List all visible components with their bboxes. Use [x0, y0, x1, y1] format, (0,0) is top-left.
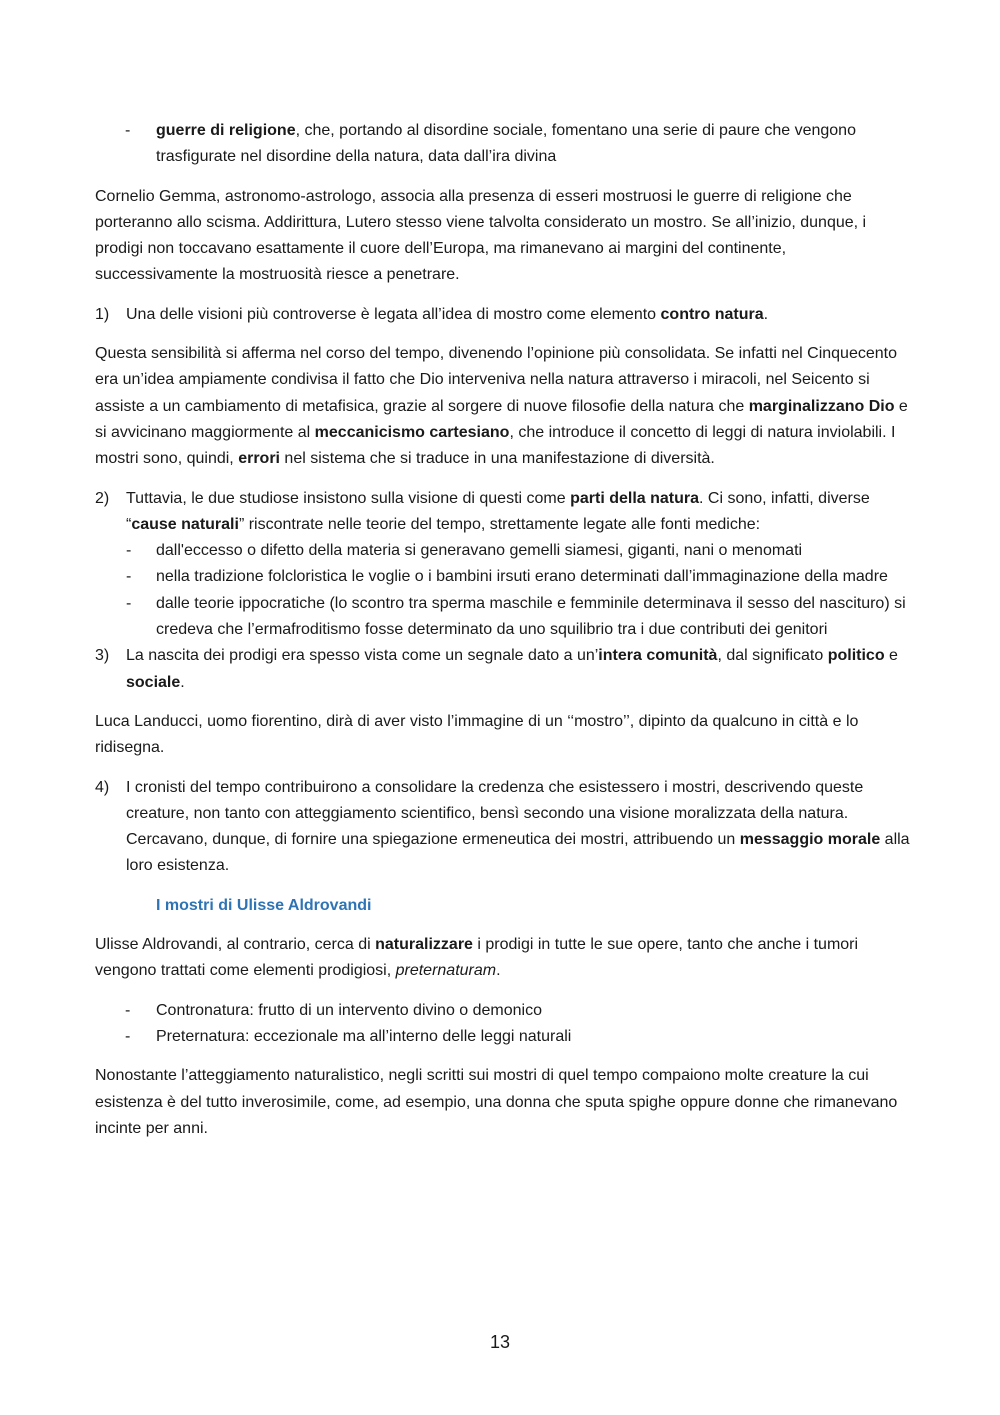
sub-list-item: - dall'eccesso o difetto della materia si generavano gemelli siamesi, giganti, nani o menomati: [126, 538, 910, 564]
bold-term: meccanicismo cartesiano: [314, 423, 510, 441]
sub-list-item: - nella tradizione folcloristica le voglie o i bambini irsuti erano determinati dall’immaginazione della madre: [126, 564, 910, 590]
page-number: 13: [489, 1332, 511, 1352]
list-item: - Contronatura: frutto di un intervento divino o demonico: [95, 998, 910, 1024]
section-heading: I mostri di Ulisse Aldrovandi: [156, 896, 372, 914]
number-marker: 3): [95, 647, 110, 665]
bold-term: marginalizzano Dio: [748, 397, 895, 415]
list-item: [95, 118, 910, 171]
list-item-text: , che, portando al disordine sociale, fomentano una serie di paure che vengono trasfigurate nel disordine della natura, data dall’ira divina: [156, 122, 856, 166]
paragraph-nonostante: Nonostante l’atteggiamento naturalistico, negli scritti sui mostri di quel tempo compaiono molte creature la cui esistenza è del tutto inverosimile, come, ad esempio, una donna che sputa spighe oppure donne che rimanevano incinte per anni.: [95, 1067, 898, 1137]
italic-term: preternaturam: [395, 962, 497, 980]
bold-term: naturalizzare: [375, 936, 473, 954]
paragraph-gemma: Cornelio Gemma, astronomo-astrologo, associa alla presenza di esseri mostruosi le guerre di religione che porteranno allo scisma. Addirittura, Lutero stesso viene talvolta considerato un mostro. Se all’inizio, dunque, i prodigi non toccavano esattamente il cuore dell’Europa, ma rimanevano ai margini del continente, successivamente la mostruosità riesce a penetrare.: [95, 187, 867, 284]
bold-term: cause naturali: [131, 515, 239, 533]
paragraph-aldrovandi: Ulisse Aldrovandi, al contrario, cerca di naturalizzare i prodigi in tutte le sue opere, tanto che anche i tumori vengono trattati come elementi prodigiosi, preternaturam.: [95, 936, 859, 980]
bullet-marker: -: [126, 542, 132, 560]
number-marker: 1): [95, 305, 110, 323]
bold-term: parti della natura: [570, 489, 700, 507]
bold-term: intera comunità: [598, 647, 718, 665]
list-item: - Preternatura: eccezionale ma all’interno delle leggi naturali: [95, 1024, 910, 1050]
bold-term: errori: [238, 450, 280, 468]
bold-term: guerre di religione: [156, 122, 296, 139]
number-marker: 2): [95, 489, 110, 507]
bullet-marker: -: [125, 1001, 131, 1019]
bold-term: politico: [827, 647, 885, 665]
numbered-item-3: 3) La nascita dei prodigi era spesso vista come un segnale dato a un’intera comunità, dal significato politico e sociale.: [95, 643, 910, 696]
paragraph-sensibilita: Questa sensibilità si afferma nel corso del tempo, divenendo l’opinione più consolidata. Se infatti nel Cinquecento era un’idea ampiamente condivisa il fatto che Dio interveniva nella natura attraverso i miracoli, nel Seicento si assiste a un cambiamento di metafisica, grazie al sorgere di nuove filosofie della natura che marginalizzano Dio e si avvicinano maggiormente al meccanicismo cartesiano, che introduce il concetto di leggi di natura inviolabili. I mostri sono, quindi, errori nel sistema che si traduce in una manifestazione di diversità.: [95, 345, 908, 468]
bold-term: contro natura: [660, 305, 764, 323]
bullet-marker: -: [126, 568, 132, 586]
paragraph-landucci: Luca Landucci, uomo fiorentino, dirà di aver visto l’immagine di un ‘‘mostro’’, dipinto da qualcuno in città e lo ridisegna.: [95, 712, 859, 757]
numbered-item-1: 1) Una delle visioni più controverse è legata all’idea di mostro come elemento contro natura.: [95, 302, 910, 328]
page-body: [95, 118, 910, 1142]
bullet-marker: -: [125, 1027, 131, 1045]
bold-term: messaggio morale: [739, 831, 881, 849]
bold-term: sociale: [126, 673, 181, 691]
bullet-marker: -: [126, 594, 132, 612]
numbered-item-2: 2) Tuttavia, le due studiose insistono sulla visione di questi come parti della natura. Ci sono, infatti, diverse “cause naturali” riscontrate nelle teorie del tempo, strettamente legate alle fonti mediche: - dall'eccesso o difetto della materia si generavano gemelli siamesi, giganti, nani o menomati - nella tradizione folcloristica le voglie o i bambini irsuti erano determinati dall’immaginazione della madre - dalle teorie ippocratiche (lo scontro tra sperma maschile e femminile determinava il sesso del nascituro) si credeva che l’ermafroditismo fosse determinato da uno squilibrio tra i due contributi dei genitori: [95, 486, 910, 644]
bullet-marker: -: [125, 122, 131, 139]
sub-list-item: - dalle teorie ippocratiche (lo scontro tra sperma maschile e femminile determinava il sesso del nascituro) si credeva che l’ermafroditismo fosse determinato da uno squilibrio tra i due contributi dei genitori: [126, 591, 910, 644]
numbered-item-4: 4) I cronisti del tempo contribuirono a consolidare la credenza che esistessero i mostri, descrivendo queste creature, non tanto con atteggiamento scientifico, bensì secondo una visione moralizzata della natura. Cercavano, dunque, di fornire una spiegazione ermeneutica dei mostri, attribuendo un messaggio morale alla loro esistenza.: [95, 775, 910, 880]
number-marker: 4): [95, 778, 110, 796]
